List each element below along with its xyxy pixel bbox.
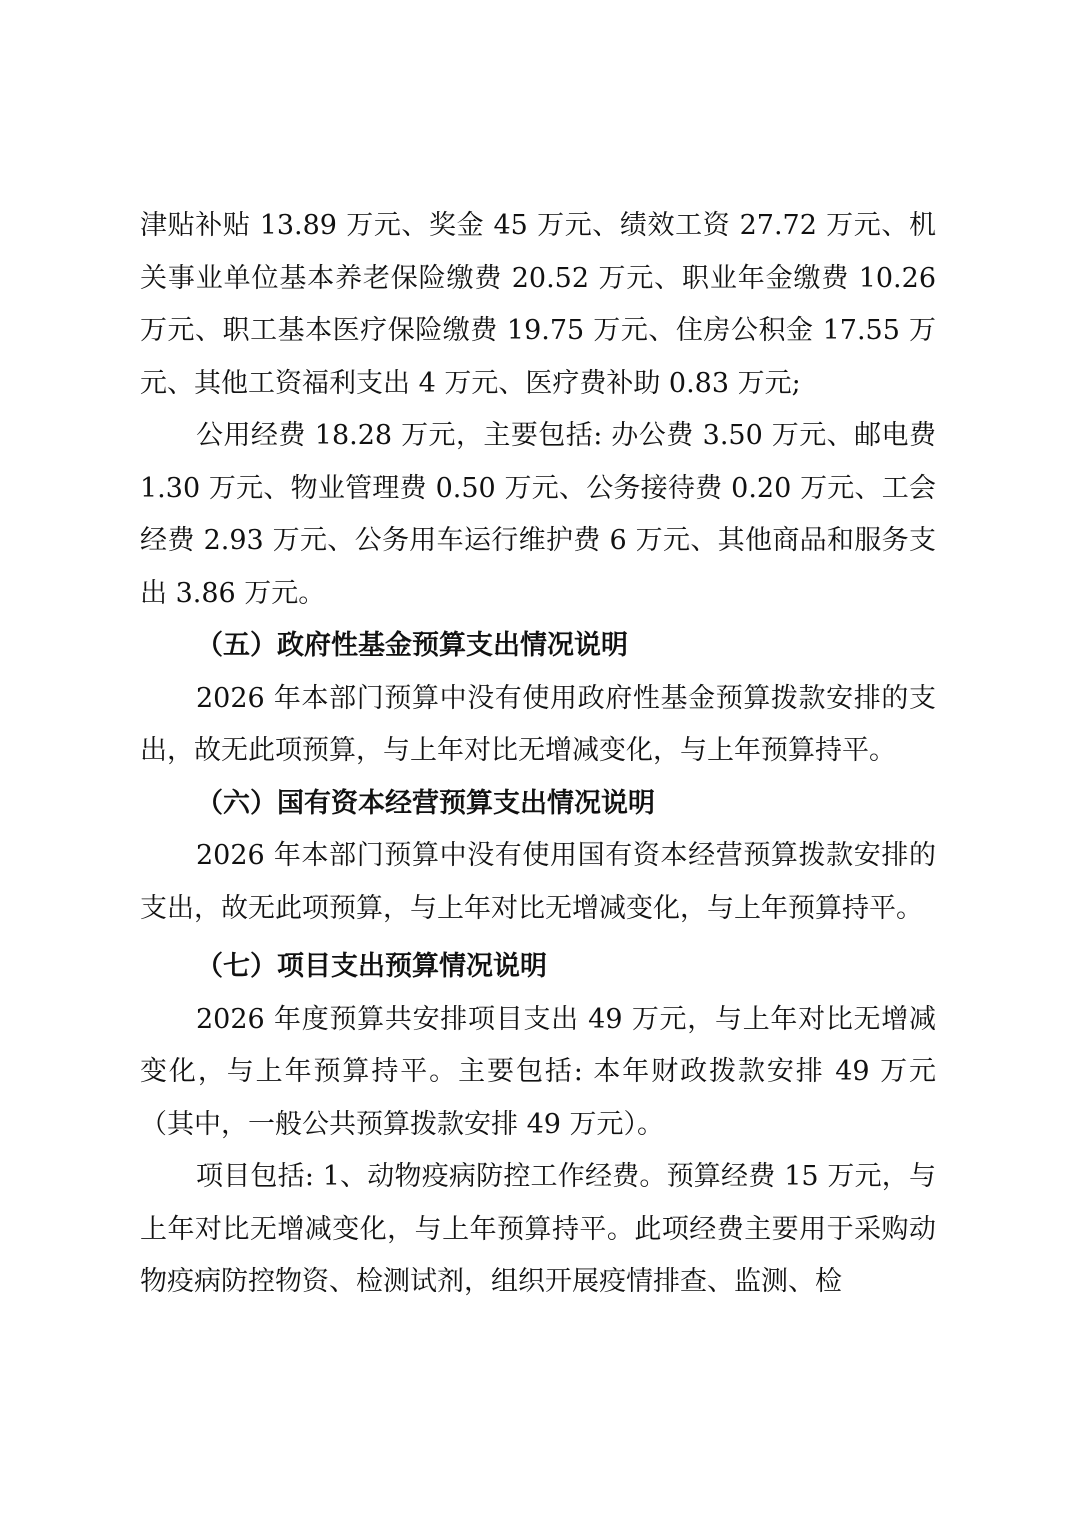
paragraph-project-expenditure: 2026 年度预算共安排项目支出 49 万元，与上年对比无增减变化，与上年预算持平。主要包括: 本年财政拨款安排 49 万元（其中，一般公共预算拨款安排 49 万元）。 — [140, 1003, 936, 1140]
paragraph-state-capital: 2026 年本部门预算中没有使用国有资本经营预算拨款安排的支出，故无此项预算，与上年对比无增减变化，与上年预算持平。 — [140, 840, 936, 924]
heading-government-fund: （五）政府性基金预算支出情况说明 — [196, 630, 628, 661]
paragraph-wage-subsidies: 津贴补贴 13.89 万元、奖金 45 万元、绩效工资 27.72 万元、机关事业单位基本养老保险缴费 20.52 万元、职业年金缴费 10.26 万元、职工基本医疗保险缴费 19.75 万元、住房公积金 17.55 万元、其他工资福利支出 4 万元、医疗费补助 0.83 万元; — [140, 210, 936, 399]
document-body — [140, 200, 936, 1309]
heading-project-expenditure: （七）项目支出预算情况说明 — [196, 951, 547, 982]
paragraph-government-fund: 2026 年本部门预算中没有使用政府性基金预算拨款安排的支出，故无此项预算，与上年对比无增减变化，与上年预算持平。 — [140, 682, 936, 766]
heading-state-capital: （六）国有资本经营预算支出情况说明 — [196, 787, 655, 819]
paragraph-public-expenses: 公用经费 18.28 万元，主要包括: 办公费 3.50 万元、邮电费 1.30 万元、物业管理费 0.50 万元、公务接待费 0.20 万元、工会经费 2.93 万元、公务用车运行维护费 6 万元、其他商品和服务支出 3.86 万元。 — [140, 420, 936, 609]
paragraph-project-items: 项目包括: 1、动物疫病防控工作经费。预算经费 15 万元，与上年对比无增减变化，与上年预算持平。此项经费主要用于采购动物疫病防控物资、检测试剂，组织开展疫情排查、监测、检 — [140, 1161, 936, 1297]
